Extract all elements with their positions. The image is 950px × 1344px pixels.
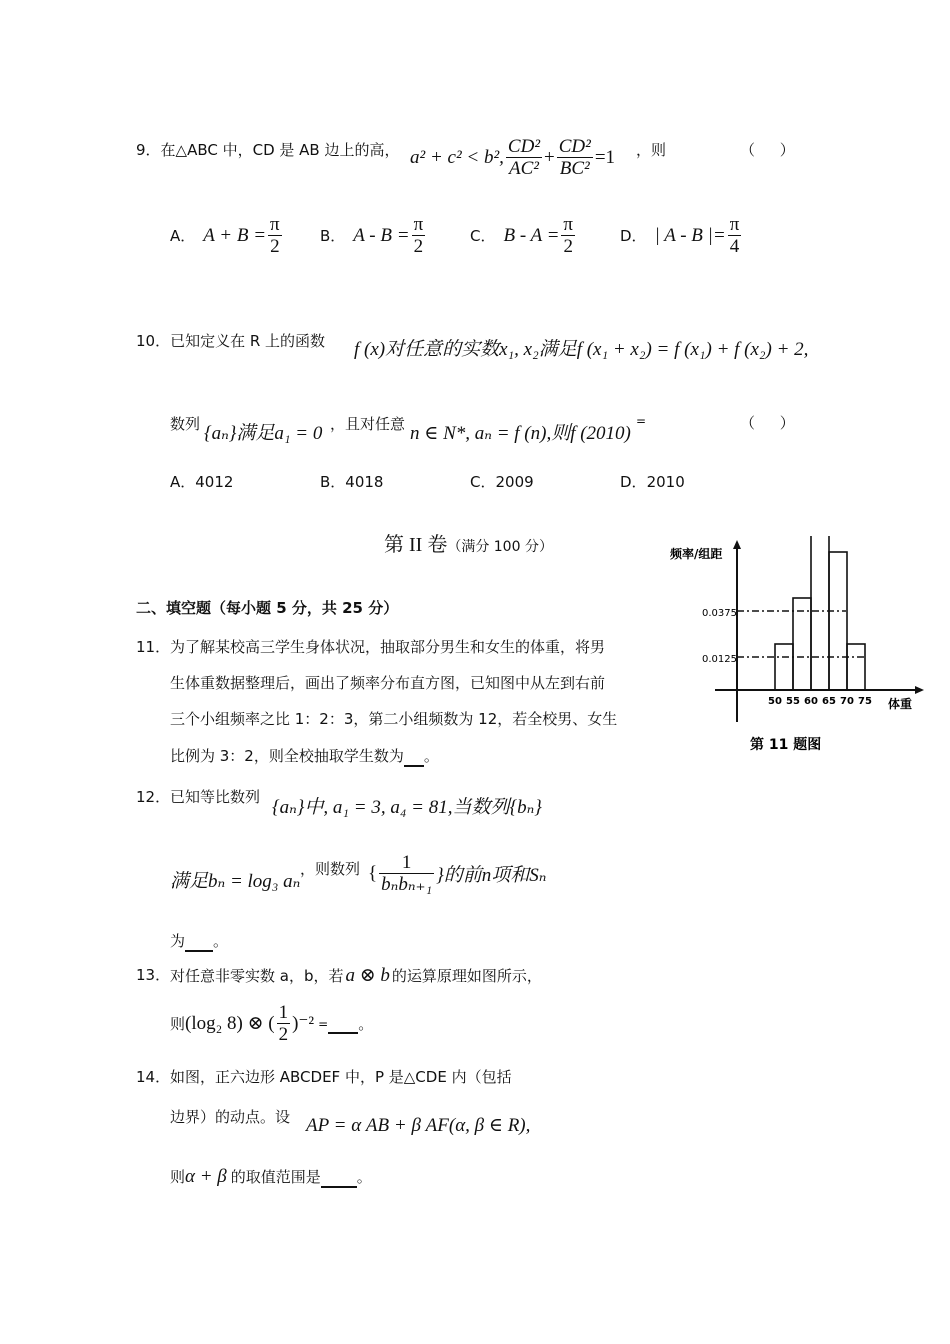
q9-tail: ，则: [636, 141, 667, 159]
section-title-sub: （满分 100 分）: [447, 539, 553, 555]
q9-frac-1: $\frac{\text{CD²}}{\text{AC²}}$: [507, 136, 541, 179]
q11-line-2: 生体重数据整理后，画出了频率分布直方图，已知图中从左到右前: [170, 674, 606, 692]
q10-equals: =: [636, 414, 647, 428]
q14-sum: α + β: [185, 1166, 227, 1187]
histogram-bars: [775, 536, 865, 690]
q10-option-d: D．2010: [620, 473, 685, 491]
q12-answer-blank[interactable]: [185, 932, 213, 952]
q10-number: 10．: [136, 332, 171, 350]
y-tick-0.0375: 0.0375: [702, 608, 737, 619]
figure-11-xlabel: 体重: [888, 697, 913, 711]
q12-line2-mid: ，则数列: [300, 860, 361, 878]
q10-sequence-definition: n ∈ N*, aₙ = f (n),则f (2010): [410, 423, 631, 444]
q13-line1: 对任意非零实数 a，b，若 a ⊗ b 的运算原理如图所示，: [170, 965, 542, 986]
q14-vector-equation: AP = α AB + β AF(α, β ∈ R),: [306, 1115, 531, 1136]
q9-frac-2: $\frac{\text{CD²}}{\text{BC²}}$: [558, 136, 591, 179]
x-tick-75: 75: [858, 696, 872, 707]
section-title: [384, 528, 553, 557]
q14-line1: 如图，正六边形 ABCDEF 中，P 是△CDE 内（包括: [170, 1068, 512, 1086]
q12-condition: 满足bₙ = log₃ aₙ: [170, 871, 301, 892]
q9-condition: [410, 136, 615, 179]
histogram-bar-70-75: [847, 644, 865, 690]
q9-cond-rhs: =1: [594, 146, 616, 168]
section-title-main: 第 II 卷: [384, 534, 448, 556]
q10-sequence-condition: {aₙ}满足a₁ = 0: [204, 423, 323, 444]
q14-line2-label: 边界）的动点。设: [170, 1108, 291, 1126]
histogram-bar-50-55: [775, 644, 793, 690]
x-axis-arrow: [915, 686, 924, 694]
q9-option-b: B． A - B = $\frac{\pi}{2}$: [320, 214, 424, 257]
q9-cond-lhs: a² + c² < b²,: [410, 146, 504, 168]
q11-line-3: 三个小组频率之比 1：2：3，第二小组频数为 12，若全校男、女生: [170, 710, 618, 728]
q10-option-b: B．4018: [320, 473, 384, 491]
q9-stem-line: [136, 139, 400, 160]
q12-given: {aₙ}中, a₁ = 3, a₄ = 81,当数列{bₙ}: [272, 797, 542, 818]
q9-stem: 在△ABC 中，CD 是 AB 边上的高，: [160, 141, 400, 159]
histogram-bar-65-70: [829, 552, 847, 690]
q12-number: 12．: [136, 788, 171, 806]
x-tick-70: 70: [840, 696, 854, 707]
figure-11-ylabel: 频率/组距: [670, 547, 723, 561]
q9-answer-paren: （ ）: [740, 141, 805, 159]
q13-line2: 则 (log₂ 8) ⊗ ( $\frac{1}{2}$ )⁻² = 。: [170, 1002, 374, 1045]
x-tick-60: 60: [804, 696, 818, 707]
q10-function-condition: f (x)对任意的实数x₁, x₂满足f (x₁ + x₂) = f (x₁) + f (x₂) + 2,: [354, 339, 809, 360]
q10-line2-mid: ，且对任意: [330, 415, 406, 433]
q13-fraction: $\frac{1}{2}$: [278, 1002, 289, 1045]
q14-line3: 则 α + β 的取值范围是 。: [170, 1166, 372, 1187]
q10-option-c: C．2009: [470, 473, 534, 491]
q12-fraction: $\frac{1}{\text{bₙbₙ₊₁}}$: [381, 852, 433, 895]
q10-stem: 已知定义在 R 上的函数: [170, 332, 326, 350]
y-tick-0.0125: 0.0125: [702, 654, 737, 665]
q9-option-c: C． B - A = $\frac{\pi}{2}$: [470, 214, 574, 257]
q9-option-d: D． | A - B |= $\frac{\pi}{4}$: [620, 214, 740, 257]
q13-operator: a ⊗ b: [345, 965, 390, 986]
figure-11-histogram: [660, 536, 930, 761]
q10-option-a: A．4012: [170, 473, 234, 491]
q12-line1-label: 已知等比数列: [170, 788, 261, 806]
q13-answer-blank[interactable]: [328, 1014, 358, 1034]
q11-line-4: 比例为 3：2，则全校抽取学生数为 。: [170, 747, 439, 765]
q9-plus: +: [544, 146, 555, 168]
q11-number: 11．: [136, 638, 171, 656]
q9-number: 9．: [136, 141, 161, 159]
q13-number: 13．: [136, 966, 171, 984]
q14-number: 14．: [136, 1068, 171, 1086]
part2-heading: 二、填空题（每小题 5 分，共 25 分）: [136, 599, 399, 617]
histogram-bar-55-60: [793, 598, 811, 690]
x-tick-50: 50: [768, 696, 782, 707]
q10-stem-line: [136, 330, 325, 351]
q10-line2-label: 数列: [170, 415, 201, 433]
figure-11-caption: 第 11 题图: [750, 737, 822, 753]
q11-answer-blank[interactable]: [404, 747, 424, 767]
q12-series: { $\frac{1}{\text{bₙbₙ₊₁}}$ }的前n项和Sₙ: [368, 852, 547, 895]
x-tick-65: 65: [822, 696, 836, 707]
histogram-bar-60-65: [811, 536, 829, 690]
q14-answer-blank[interactable]: [321, 1168, 357, 1188]
q9-option-a: A． A + B = $\frac{\pi}{2}$: [170, 214, 280, 257]
q13-expression: (log₂ 8) ⊗ (: [185, 1013, 275, 1034]
q11-line-1: 为了解某校高三学生身体状况，抽取部分男生和女生的体重，将男: [170, 638, 606, 656]
q10-answer-paren: （ ）: [740, 414, 805, 432]
x-tick-55: 55: [786, 696, 800, 707]
y-axis-arrow: [733, 540, 741, 549]
q12-line3: 为 。: [170, 932, 229, 950]
